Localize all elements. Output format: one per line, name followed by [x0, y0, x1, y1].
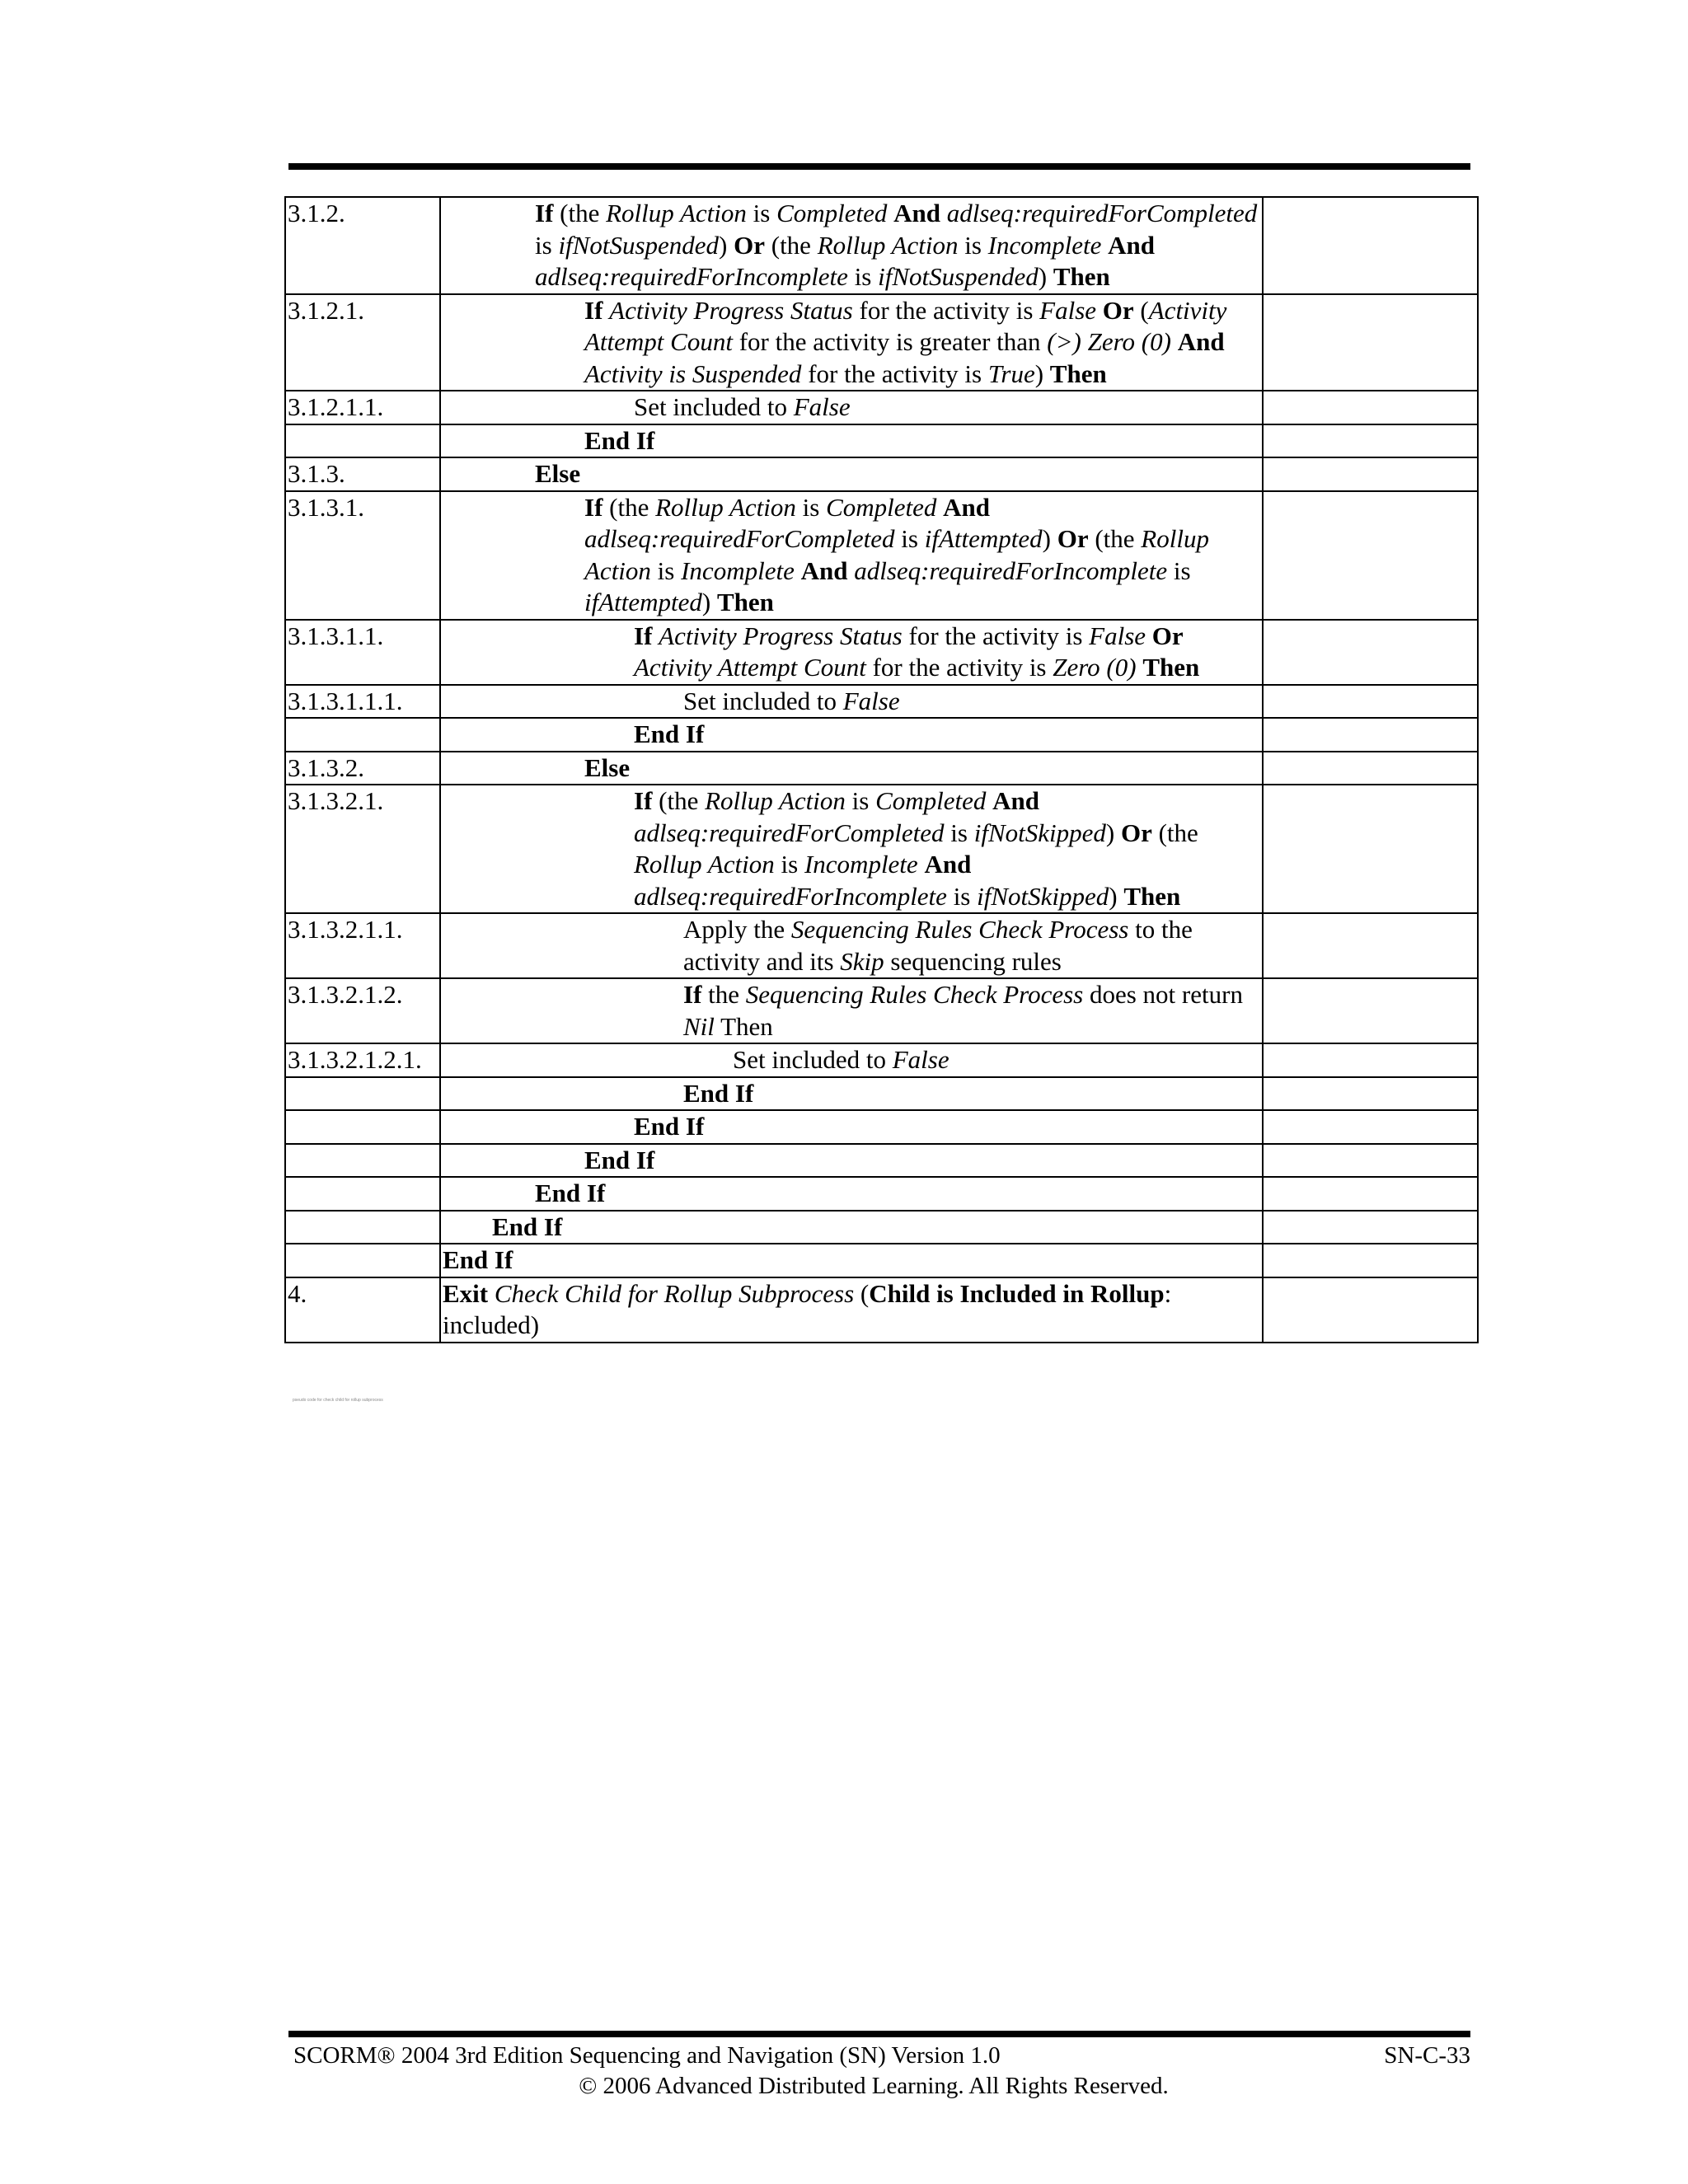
code-text: is — [847, 262, 879, 291]
step-note — [1263, 1043, 1478, 1077]
step-number: 3.1.2.1. — [285, 294, 440, 391]
term: Rollup Action — [705, 786, 846, 815]
step-note — [1263, 685, 1478, 719]
step-note — [1263, 1211, 1478, 1244]
keyword: And — [1177, 327, 1225, 356]
keyword: Then — [1053, 262, 1110, 291]
keyword: End If — [584, 425, 655, 455]
keyword: If — [634, 621, 653, 650]
code-text — [887, 199, 893, 227]
step-code — [440, 685, 1263, 719]
step-note — [1263, 457, 1478, 491]
step-note — [1263, 978, 1478, 1043]
keyword: Child is Included in Rollup — [869, 1278, 1165, 1308]
step-note — [1263, 1177, 1478, 1211]
keyword: Else — [535, 459, 581, 488]
table-row — [285, 424, 1478, 458]
footer-title: SCORM® 2004 3rd Edition Sequencing and Navigation (SN) Version 1.0 — [293, 2042, 1001, 2069]
step-note — [1263, 718, 1478, 752]
term: Nil — [683, 1011, 715, 1041]
step-code — [440, 913, 1263, 978]
term: Rollup Action — [655, 492, 796, 522]
code-text — [940, 199, 947, 227]
step-code — [440, 424, 1263, 458]
code-text: ) — [719, 230, 734, 260]
code-text — [652, 621, 659, 650]
step-code — [440, 1144, 1263, 1178]
term: ifNotSkipped — [977, 881, 1109, 911]
code-text: ( — [1133, 295, 1149, 325]
term: Activity Attempt Count — [584, 295, 1227, 356]
term: False — [1089, 621, 1146, 650]
code-text: is — [946, 881, 978, 911]
code-text — [1171, 327, 1178, 356]
table-row — [285, 752, 1478, 785]
step-number: 3.1.3.2.1.2.1. — [285, 1043, 440, 1077]
step-number: 3.1.3.2.1. — [285, 785, 440, 913]
term: adlseq:requiredForIncomplete — [535, 262, 848, 291]
step-code — [440, 1211, 1263, 1244]
step-number: 3.1.2. — [285, 197, 440, 294]
keyword: And — [943, 492, 990, 522]
table-caption: pseudo code for check child for rollup subprocess — [293, 1398, 383, 1403]
term: adlseq:requiredForIncomplete — [854, 555, 1168, 585]
keyword: Then — [1142, 653, 1200, 682]
term: Incomplete — [987, 230, 1102, 260]
keyword: Or — [1102, 295, 1134, 325]
step-note — [1263, 752, 1478, 785]
step-note — [1263, 197, 1478, 294]
term: ifNotSuspended — [878, 262, 1039, 291]
table-row — [285, 785, 1478, 913]
table-row — [285, 1211, 1478, 1244]
term: Completed — [826, 492, 937, 522]
step-code — [440, 1177, 1263, 1211]
step-note — [1263, 1077, 1478, 1111]
term: False — [1039, 295, 1097, 325]
code-text: ) — [701, 588, 717, 616]
code-text: ) — [1038, 262, 1053, 291]
step-note — [1263, 913, 1478, 978]
code-text: to the activity and its — [683, 915, 1193, 976]
term: Activity Attempt Count — [634, 653, 866, 682]
step-code — [440, 752, 1263, 785]
code-text: for the activity is — [865, 653, 1053, 682]
term: ifAttempted — [584, 588, 702, 616]
keyword: And — [800, 555, 848, 585]
step-code — [440, 785, 1263, 913]
keyword: Or — [1057, 524, 1089, 553]
table-row — [285, 1144, 1478, 1178]
step-number — [285, 1177, 440, 1211]
term: Zero (0) — [1053, 653, 1137, 682]
term: ifNotSkipped — [973, 818, 1106, 847]
step-number: 3.1.3.1.1.1. — [285, 685, 440, 719]
step-code — [440, 1277, 1263, 1343]
table-row — [285, 685, 1478, 719]
term: Rollup Action — [634, 850, 775, 879]
code-text: Set included to — [683, 686, 843, 715]
step-number: 4. — [285, 1277, 440, 1343]
footer-rule — [288, 2031, 1470, 2037]
code-text: ) — [1034, 359, 1050, 388]
step-number — [285, 1244, 440, 1277]
code-text: Then — [714, 1011, 773, 1041]
term: False — [892, 1045, 950, 1074]
step-code — [440, 197, 1263, 294]
step-number: 3.1.3.2.1.1. — [285, 913, 440, 978]
keyword: Then — [1123, 881, 1181, 911]
step-note — [1263, 391, 1478, 424]
table-row — [285, 1110, 1478, 1144]
code-text: is — [894, 524, 925, 553]
code-text — [603, 296, 609, 325]
code-text: for the activity is greater than — [732, 327, 1048, 356]
code-text: Apply the — [683, 915, 791, 944]
keyword: End If — [584, 1145, 655, 1174]
term: Incomplete — [804, 850, 918, 879]
term: Skip — [840, 946, 884, 976]
code-text: for the activity is — [801, 359, 988, 388]
keyword: End If — [535, 1179, 606, 1207]
table-row — [285, 197, 1478, 294]
table-row — [285, 913, 1478, 978]
code-text: for the activity is — [902, 621, 1090, 650]
keyword: Or — [1151, 621, 1184, 650]
page-number: SN-C-33 — [1384, 2042, 1470, 2069]
step-number — [285, 424, 440, 458]
step-number — [285, 1211, 440, 1244]
term: Rollup Action — [584, 524, 1209, 585]
step-note — [1263, 294, 1478, 391]
step-note — [1263, 1244, 1478, 1277]
term: adlseq:requiredForCompleted — [634, 818, 945, 847]
term: adlseq:requiredForIncomplete — [634, 881, 947, 911]
table-row — [285, 294, 1478, 391]
code-text: ) — [1042, 524, 1057, 553]
step-code — [440, 1077, 1263, 1111]
term: adlseq:requiredForCompleted — [946, 199, 1258, 227]
code-text: Set included to — [634, 392, 794, 421]
code-text: does not return — [1083, 980, 1243, 1009]
step-number: 3.1.3. — [285, 457, 440, 491]
step-note — [1263, 1144, 1478, 1178]
step-code — [440, 294, 1263, 391]
pseudo-code-table — [284, 196, 1479, 1343]
term: (>) Zero (0) — [1047, 327, 1171, 356]
step-code — [440, 491, 1263, 620]
code-text: the — [701, 980, 746, 1009]
table-row — [285, 1043, 1478, 1077]
term: ifAttempted — [924, 524, 1043, 553]
step-number: 3.1.2.1.1. — [285, 391, 440, 424]
step-number — [285, 1077, 440, 1111]
code-text: is — [845, 786, 876, 815]
code-text — [986, 786, 992, 815]
step-code — [440, 978, 1263, 1043]
code-text: (the — [553, 199, 607, 227]
keyword: And — [893, 199, 940, 227]
step-number: 3.1.3.2. — [285, 752, 440, 785]
footer-copyright: © 2006 Advanced Distributed Learning. All Rights Reserved. — [579, 2073, 1169, 2099]
code-text: ) — [1105, 818, 1121, 847]
keyword: End If — [443, 1245, 513, 1274]
table-row — [285, 1177, 1478, 1211]
code-text — [488, 1279, 495, 1308]
term: Incomplete — [681, 555, 795, 585]
step-number: 3.1.3.1.1. — [285, 620, 440, 685]
code-text: ( — [854, 1278, 870, 1308]
code-text: (the — [765, 230, 818, 260]
table-row — [285, 391, 1478, 424]
step-number — [285, 1110, 440, 1144]
keyword: Or — [734, 230, 765, 260]
code-text — [1146, 621, 1152, 650]
code-text: is — [746, 199, 777, 227]
code-text — [1101, 231, 1108, 260]
code-text: (the — [1151, 818, 1198, 847]
code-text: (the — [652, 786, 706, 815]
keyword: Else — [584, 752, 631, 782]
step-code — [440, 391, 1263, 424]
keyword: End If — [492, 1212, 563, 1241]
step-code — [440, 1043, 1263, 1077]
step-note — [1263, 424, 1478, 458]
step-note — [1263, 491, 1478, 620]
header-rule — [288, 163, 1470, 170]
code-text: is — [944, 818, 974, 847]
pseudo-code-body — [285, 197, 1478, 1343]
term: ifNotSuspended — [558, 230, 720, 260]
code-text: (the — [603, 492, 656, 522]
keyword: Exit — [443, 1278, 489, 1308]
table-row — [285, 718, 1478, 752]
code-text — [1096, 296, 1103, 325]
term: True — [987, 359, 1035, 388]
code-text: is — [535, 230, 559, 260]
step-code — [440, 718, 1263, 752]
table-row — [285, 1277, 1478, 1343]
keyword: Then — [1049, 359, 1107, 388]
term: False — [793, 392, 851, 421]
term: False — [842, 686, 900, 715]
step-code — [440, 1244, 1263, 1277]
table-row — [285, 457, 1478, 491]
term: Completed — [875, 786, 987, 815]
code-text — [795, 556, 801, 585]
code-text — [936, 493, 943, 522]
term: Completed — [776, 199, 888, 227]
step-note — [1263, 1277, 1478, 1343]
keyword: If — [584, 295, 603, 325]
keyword: If — [535, 199, 554, 227]
code-text: : included) — [443, 1278, 1172, 1339]
table-row — [285, 620, 1478, 685]
code-text: (the — [1088, 524, 1142, 553]
term: Check Child for Rollup Subprocess — [494, 1278, 855, 1308]
code-text: is — [958, 230, 988, 260]
step-number: 3.1.3.2.1.2. — [285, 978, 440, 1043]
term: Activity Progress Status — [609, 295, 853, 325]
step-code — [440, 1110, 1263, 1144]
keyword: If — [634, 786, 653, 815]
step-note — [1263, 1110, 1478, 1144]
keyword: Then — [716, 588, 774, 616]
term: adlseq:requiredForCompleted — [584, 524, 895, 553]
term: Activity is Suspended — [584, 359, 802, 388]
term: Sequencing Rules Check Process — [790, 915, 1129, 944]
step-note — [1263, 785, 1478, 913]
code-text: sequencing rules — [884, 946, 1062, 976]
code-text: is — [795, 492, 827, 522]
step-note — [1263, 620, 1478, 685]
step-number — [285, 1144, 440, 1178]
code-text: Set included to — [733, 1045, 893, 1074]
step-code — [440, 457, 1263, 491]
table-row — [285, 1244, 1478, 1277]
step-number — [285, 718, 440, 752]
keyword: And — [924, 850, 972, 879]
table-row — [285, 491, 1478, 620]
code-text: is — [774, 850, 804, 879]
term: Activity Progress Status — [659, 621, 903, 650]
keyword: If — [584, 492, 603, 522]
term: Sequencing Rules Check Process — [745, 980, 1084, 1009]
table-row — [285, 1077, 1478, 1111]
step-code — [440, 620, 1263, 685]
code-text: is — [650, 555, 682, 585]
keyword: And — [992, 786, 1039, 815]
keyword: If — [683, 980, 702, 1009]
keyword: End If — [634, 719, 705, 748]
code-text: for the activity is — [852, 295, 1040, 325]
keyword: Or — [1120, 818, 1152, 847]
keyword: And — [1108, 230, 1156, 260]
code-text: ) — [1109, 881, 1124, 911]
code-text: is — [1167, 555, 1191, 585]
keyword: End If — [683, 1078, 754, 1108]
term: Rollup Action — [817, 230, 959, 260]
term: Rollup Action — [606, 199, 747, 227]
step-number: 3.1.3.1. — [285, 491, 440, 620]
keyword: End If — [634, 1112, 705, 1141]
table-row — [285, 978, 1478, 1043]
